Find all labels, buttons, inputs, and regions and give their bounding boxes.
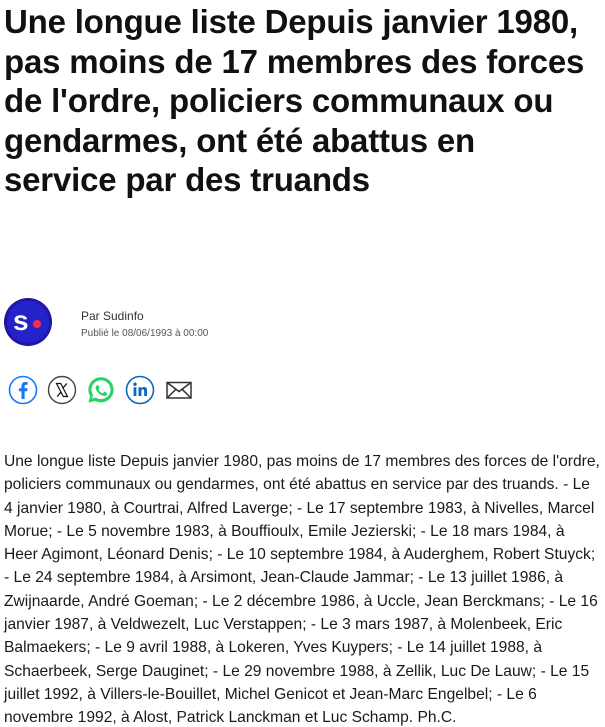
- share-email-button[interactable]: [164, 375, 194, 405]
- share-bar: [8, 374, 203, 406]
- whatsapp-icon: [86, 375, 116, 405]
- share-linkedin-button[interactable]: [125, 375, 155, 405]
- share-facebook-button[interactable]: [8, 375, 38, 405]
- share-x-button[interactable]: [47, 375, 77, 405]
- logo-letter: s: [13, 305, 29, 336]
- logo-dot: [33, 320, 41, 328]
- facebook-icon: [8, 375, 38, 405]
- share-whatsapp-button[interactable]: [86, 375, 116, 405]
- linkedin-icon: [125, 375, 155, 405]
- article-body: Une longue liste Depuis janvier 1980, pas moins de 17 membres des forces de l'ordre, policiers communaux ou gendarmes, ont été abattus en service par des truands. - Le 4 janvier 1980, à Courtrai, Alfred Laverge; - Le 17 septembre 1983, à Nivelles, Marcel Morue; - Le 5 novembre 1983, à Bouffioulx, Emile Jezierski; - Le 18 mars 1984, à Heer Agimont, Léonard Denis; - Le 10 septembre 1984, à Auderghem, Robert Stuyck; - Le 24 septembre 1984, à Arsimont, Jean-Claude Jammar; - Le 13 juillet 1986, à Zwijnaarde, André Goeman; - Le 2 décembre 1986, à Uccle, Jean Berckmans; - Le 16 janvier 1987, à Veldwezelt, Luc Verstappen; - Le 3 mars 1987, à Molenbeek, Eric Balmaekers; - Le 9 avril 1988, à Lokeren, Yves Kuypers; - Le 14 juillet 1988, à Schaerbeek, Serge Dauginet; - Le 29 novembre 1988, à Zellik, Luc De Lauw; - Le 15 juillet 1992, à Villers-le-Bouillet, Michel Genicot et Jean-Marc Engelbel; - Le 6 novembre 1992, à Alost, Patrick Lanckman et Luc Schamp. Ph.C.: [4, 453, 600, 727]
- x-icon: [47, 375, 77, 405]
- publish-date: Publié le 08/06/1993 à 00:00: [81, 328, 209, 339]
- byline: [4, 298, 564, 346]
- sudinfo-logo[interactable]: [4, 298, 52, 346]
- author-name[interactable]: Par Sudinfo: [81, 309, 144, 323]
- article-headline: Une longue liste Depuis janvier 1980, pas moins de 17 membres des forces de l'ordre, policiers communaux ou gendarmes, ont été abattus en service par des truands: [4, 3, 585, 198]
- email-icon: [164, 375, 194, 405]
